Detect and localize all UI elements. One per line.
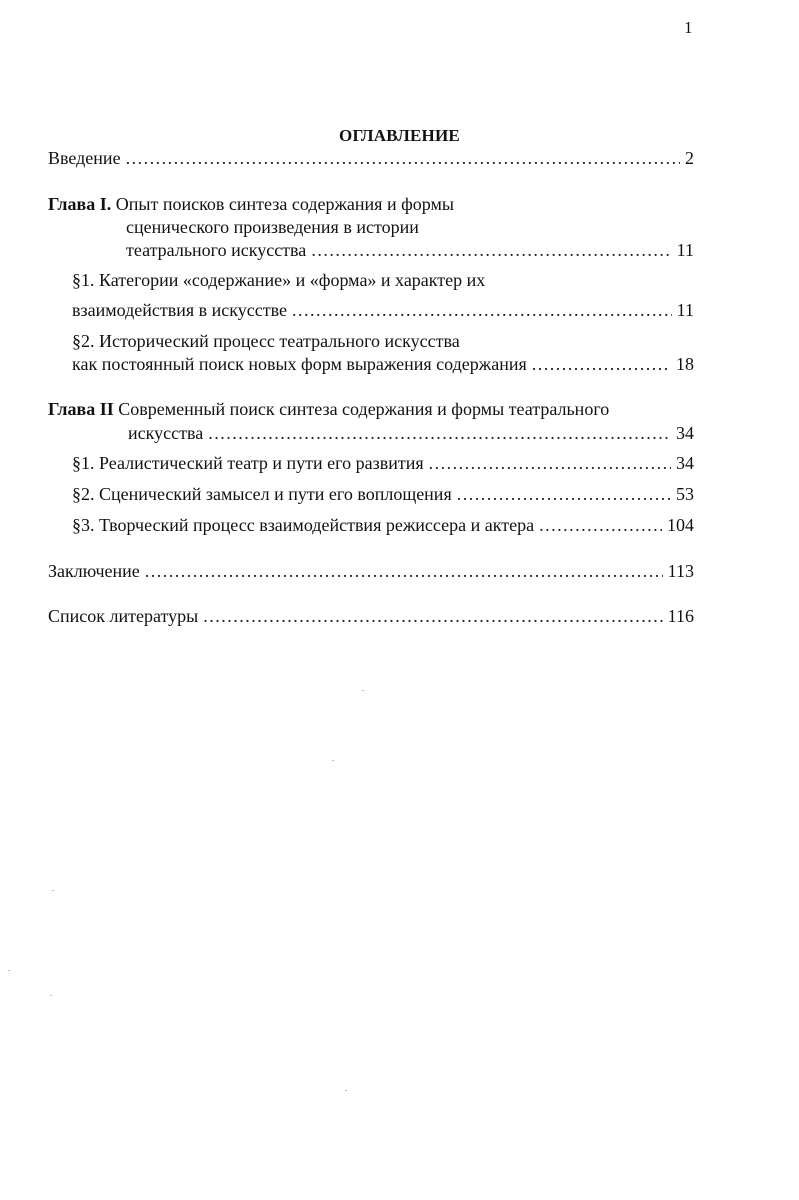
toc-page-number: 34	[676, 423, 694, 443]
chapter-title-line-1: Опыт поисков синтеза содержания и формы	[115, 194, 454, 214]
toc-entry-label: взаимодействия в искусстве	[72, 300, 287, 320]
toc-entry-label: Список литературы	[48, 606, 199, 626]
toc-entry-label: §2. Сценический замысел и пути его воплощения	[72, 484, 452, 504]
toc-entry-label: Заключение	[48, 561, 140, 581]
leader-dots	[311, 238, 671, 262]
leader-dots	[429, 451, 671, 475]
toc-entry-label: как постоянный поиск новых форм выражения содержания	[72, 354, 527, 374]
toc-entry-label: §1. Реалистический театр и пути его развития	[72, 453, 424, 473]
scan-speck	[362, 690, 364, 691]
toc-section-1-1-line-1: §1. Категории «содержание» и «форма» и характер их	[72, 270, 486, 290]
toc-page-number: 53	[676, 484, 694, 504]
toc-page-number: 11	[676, 240, 694, 260]
page-number: 1	[684, 18, 693, 37]
toc-entry-section-2-1[interactable]	[72, 451, 694, 475]
toc-section-1-2-line-1: §2. Исторический процесс театрального искусства	[72, 331, 460, 351]
scan-speck	[50, 995, 52, 996]
page-title: ОГЛАВЛЕНИЕ	[339, 126, 460, 145]
toc-entry-bibliography[interactable]	[48, 604, 694, 628]
scan-speck	[345, 1090, 347, 1091]
chapter-title-line-1: Современный поиск синтеза содержания и формы театрального	[118, 399, 610, 419]
leader-dots	[457, 482, 671, 506]
toc-entry-conclusion[interactable]	[48, 559, 694, 583]
toc-entry-label: Введение	[48, 148, 121, 168]
toc-page-number: 34	[676, 453, 694, 473]
toc-entry-chapter-1[interactable]	[126, 238, 694, 262]
chapter-title-line-2: искусства	[128, 423, 204, 443]
toc-entry-section-1-1[interactable]	[72, 298, 694, 322]
toc-entry-section-1-2[interactable]	[72, 352, 694, 376]
leader-dots	[532, 352, 671, 376]
leader-dots	[145, 559, 663, 583]
toc-entry-introduction[interactable]	[48, 146, 694, 170]
toc-page-number: 104	[667, 515, 694, 535]
toc-chapter-2-heading[interactable]	[48, 397, 609, 421]
leader-dots	[126, 146, 680, 170]
scan-speck	[52, 890, 54, 891]
chapter-title-line-3: театрального искусства	[126, 240, 307, 260]
leader-dots	[539, 513, 662, 537]
toc-chapter-1-heading[interactable]	[48, 192, 454, 216]
toc-page-number: 116	[667, 606, 694, 626]
toc-entry-label: §3. Творческий процесс взаимодействия режиссера и актера	[72, 515, 535, 535]
toc-page-number: 113	[667, 561, 694, 581]
leader-dots	[208, 421, 671, 445]
scan-speck	[8, 970, 10, 971]
toc-page-number: 2	[685, 148, 694, 168]
chapter-prefix: Глава I.	[48, 194, 112, 214]
chapter-prefix: Глава II	[48, 399, 114, 419]
chapter-title-line-2: сценического произведения в истории	[126, 217, 419, 237]
toc-page-number: 18	[676, 354, 694, 374]
toc-page-number: 11	[676, 300, 694, 320]
leader-dots	[292, 298, 672, 322]
toc-entry-section-2-3[interactable]	[72, 513, 694, 537]
leader-dots	[203, 604, 662, 628]
scan-speck	[332, 760, 334, 761]
toc-entry-section-2-2[interactable]	[72, 482, 694, 506]
toc-entry-chapter-2[interactable]	[128, 421, 694, 445]
